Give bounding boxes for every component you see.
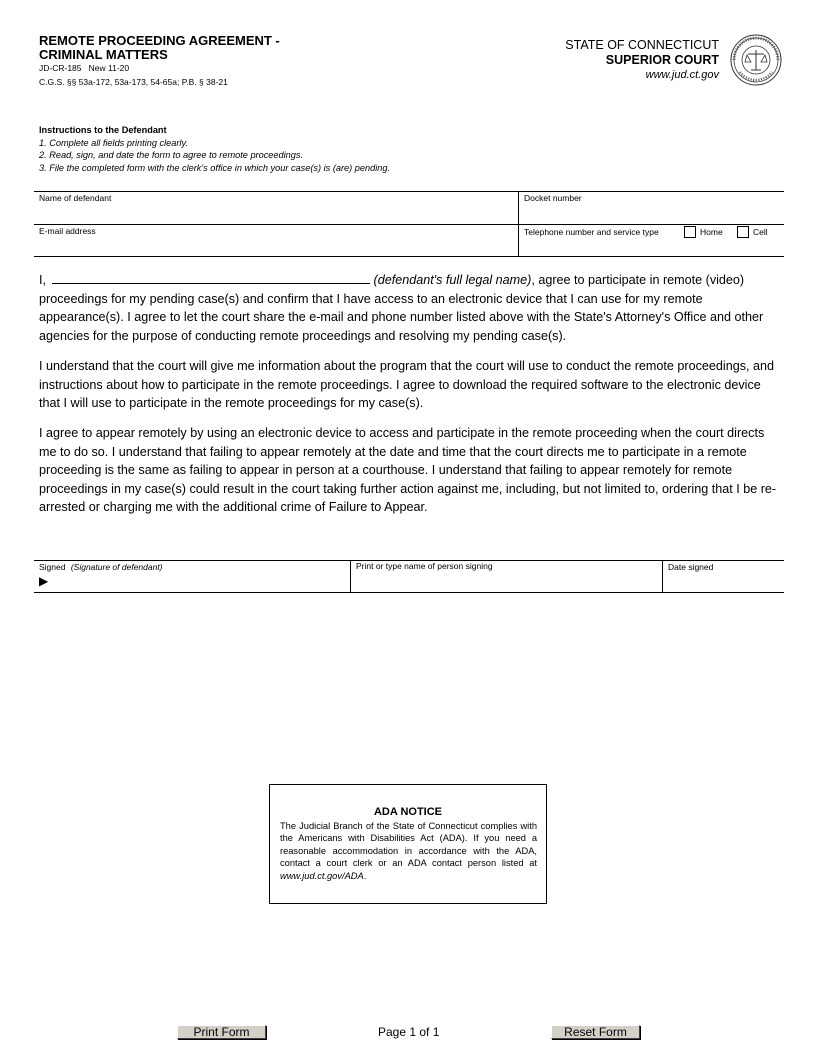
form-title — [39, 34, 339, 62]
paragraph-1-text: , agree to participate in remote (video) proceedings for my pending case(s) and confirm that I have access to an electronic device that I can use for my remote appearance(s). I agree to let the court share the e-mail and phone number listed above with the State's Attorney's Office and other agencies for the purpose of conducting remote proceedings and resolving my pending case(s). — [39, 273, 764, 343]
signed-hint: (Signature of defendant) — [70, 562, 163, 572]
instructions-heading: Instructions to the Defendant — [39, 125, 167, 135]
instruction-item: 1. Complete all fields printing clearly. — [39, 137, 188, 148]
instruction-item: 2. Read, sign, and date the form to agree to remote proceedings. — [39, 150, 304, 160]
print-name-field[interactable] — [353, 573, 658, 590]
table-border-top — [34, 191, 784, 192]
paragraph-3-text: I agree to appear remotely by using an electronic device to access and participate in the remote proceeding when the court directs me to do so. I understand that failing to appear remotely at the date and time that the court directs me to participate in a remote proceeding is the same as failing to appear in person at a courthouse. I understand that failing to appear remotely for remote proceedings in my case(s) could result in the court taking further action against me, including, but not limited to, ordering that I be re-arrested or charging me with the additional crime of Failure to Appear. — [39, 426, 777, 515]
statute-citation: C.G.S. §§ 53a-172, 53a-173, 54-65a; P.B. § 38-21 — [39, 77, 228, 87]
page-number: Page 1 of 1 — [378, 1025, 440, 1039]
table-divider — [518, 191, 519, 256]
signature-divider-2 — [662, 560, 663, 592]
cell-label: Cell — [753, 227, 768, 237]
court-website: www.jud.ct.gov — [645, 69, 719, 81]
agreement-paragraph-2 — [39, 357, 779, 413]
state-name: STATE OF CONNECTICUT — [565, 38, 719, 52]
telephone-label: Telephone number and service type — [524, 227, 659, 237]
ada-text — [280, 820, 537, 882]
telephone-field[interactable] — [521, 240, 681, 254]
court-name: SUPERIOR COURT — [605, 53, 719, 67]
reset-form-button[interactable]: Reset Form — [551, 1025, 640, 1039]
signed-label — [39, 562, 163, 572]
ada-body: The Judicial Branch of the State of Connecticut complies with the Americans with Disabilities Act (ADA). If you need a reasonable accommodation in accordance with the ADA, contact a court clerk or an ADA contact person listed at — [280, 821, 537, 869]
agreement-paragraph-1 — [39, 271, 779, 345]
state-seal-icon — [730, 34, 782, 86]
signature-field[interactable] — [56, 573, 346, 590]
home-label: Home — [700, 227, 723, 237]
date-signed-field[interactable] — [665, 573, 781, 590]
name-of-defendant-field[interactable] — [36, 205, 514, 222]
instructions — [39, 124, 390, 174]
sign-here-arrow-icon: ▶ — [39, 574, 49, 588]
form-number: JD-CR-185 New 11-20 — [39, 63, 130, 73]
table-border-bottom — [34, 256, 784, 257]
instruction-item: 3. File the completed form with the clerk's office in which your case(s) is (are) pending. — [39, 162, 391, 173]
form-title-line1: REMOTE PROCEEDING AGREEMENT - — [39, 33, 280, 48]
pronoun-i: I, — [39, 273, 46, 287]
date-signed-label: Date signed — [668, 562, 714, 572]
print-name-label: Print or type name of person signing — [356, 561, 493, 571]
agreement-paragraph-3 — [39, 424, 779, 517]
ada-period: . — [363, 870, 367, 881]
ada-notice — [269, 784, 547, 904]
ada-title: ADA NOTICE — [373, 806, 443, 818]
form-title-line2: CRIMINAL MATTERS — [39, 47, 168, 62]
signed-label-text: Signed — [39, 562, 66, 572]
email-field[interactable] — [36, 238, 514, 254]
home-checkbox[interactable] — [684, 226, 696, 238]
defendant-name-hint: (defendant's full legal name) — [373, 273, 532, 287]
signature-border-bottom — [34, 592, 784, 593]
ada-link[interactable]: www.jud.ct.gov/ADA — [280, 870, 364, 881]
cell-checkbox[interactable] — [737, 226, 749, 238]
docket-number-label: Docket number — [524, 193, 582, 203]
email-label: E-mail address — [39, 226, 96, 236]
paragraph-2-text: I understand that the court will give me information about the program that the court will use to conduct the remote proceedings, and instructions about how to participate in the remote proceedings. I agree to download the required software to the electronic device that I will use to participate in the remote proceedings for my case(s). — [39, 359, 775, 411]
docket-number-field[interactable] — [521, 205, 781, 222]
signature-divider-1 — [350, 560, 351, 592]
name-of-defendant-label: Name of defendant — [39, 193, 112, 203]
table-border-middle — [34, 224, 784, 225]
defendant-name-blank[interactable] — [52, 271, 370, 284]
print-form-button[interactable]: Print Form — [177, 1025, 266, 1039]
